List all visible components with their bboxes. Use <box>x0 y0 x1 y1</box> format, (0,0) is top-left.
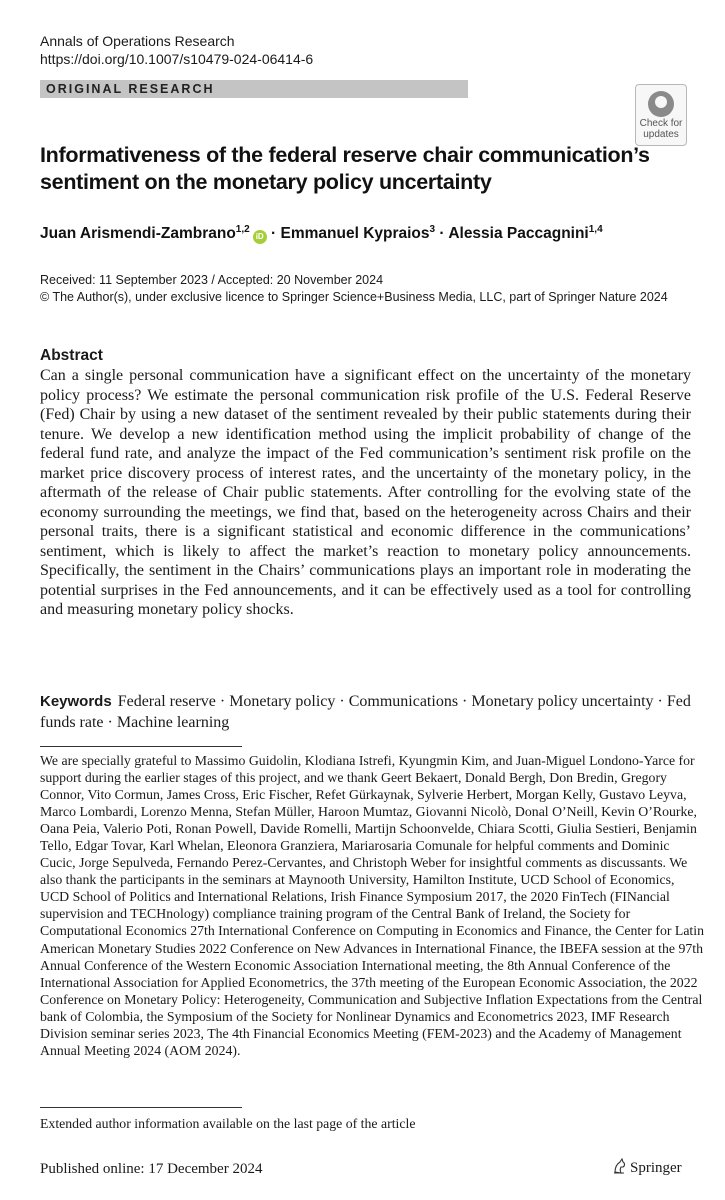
author-name[interactable]: Juan Arismendi-Zambrano <box>40 225 236 242</box>
abstract-text: Can a single personal communication have a significant effect on the uncertainty of the monetary policy process? We estimate the personal communication risk profile of the U.S. Federal Reserve (Fed) Chair by using a new dataset of the sentiment revealed by their public statements during their tenure. We develop a new identification method using the implicit probability of change of the federal fund rate, and analyze the impact of the Fed communication’s sentiment risk profile on the market price discovery process of interest rates, and the uncertainty of the monetary policy, in the aftermath of the release of Chair public statements. After controlling for the evolving state of the economy surrounding the meetings, we find that, based on the heterogeneity across Chairs and their personal traits, there is a significant statistical and economic difference in the communications’ sentiment, which is likely to affect the market’s reaction to monetary policy announcements. Specifically, the sentiment in the Chairs’ communications plays an important role in moderating the potential surprises in the Fed announcements, and it can be effectively used as a tool for controlling and measuring monetary policy shocks. <box>40 367 691 618</box>
springer-horse-icon <box>612 1158 626 1174</box>
article-type-label: ORIGINAL RESEARCH <box>46 82 215 96</box>
keywords-label: Keywords <box>40 693 112 710</box>
article-title: Informativeness of the federal reserve chair communication’s sentiment on the monetary policy uncertainty <box>40 143 650 194</box>
crossmark-badge[interactable] <box>635 84 687 146</box>
abstract-heading: Abstract <box>40 347 103 364</box>
author-separator: · <box>271 225 277 242</box>
author-affiliation: 1,2 <box>235 223 250 235</box>
author-affiliation: 3 <box>429 223 436 235</box>
footnote-divider <box>40 746 242 747</box>
received-accepted-dates: Received: 11 September 2023 / Accepted: 20 November 2024 <box>40 273 384 287</box>
copyright-notice: © The Author(s), under exclusive licence to Springer Science+Business Media, LLC, part of Springer Nature 2024 <box>40 290 668 304</box>
article-type-banner <box>40 80 468 98</box>
author-affiliation: 1,4 <box>588 223 603 235</box>
keywords-section <box>40 691 700 733</box>
footnote-divider <box>40 1107 242 1108</box>
author-name[interactable]: Emmanuel Kypraios <box>280 225 430 242</box>
crossmark-label: Check for updates <box>639 118 683 140</box>
journal-name: Annals of Operations Research <box>40 33 235 49</box>
published-date: Published online: 17 December 2024 <box>40 1161 263 1177</box>
keywords-list: Federal reserve · Monetary policy · Communications · Monetary policy uncertainty · Fed funds rate · Machine learning <box>40 693 691 731</box>
author-name[interactable]: Alessia Paccagnini <box>448 225 589 242</box>
author-separator: · <box>439 225 445 242</box>
crossmark-icon <box>648 91 674 117</box>
orcid-icon[interactable]: iD <box>253 230 267 244</box>
acknowledgement-footnote: We are specially grateful to Massimo Guidolin, Klodiana Istrefi, Kyungmin Kim, and Juan-Miguel Londono-Yarce for support during the earlier stages of this project, and we thank Geert Bekaert, Donald Bergh, Don Bredin, Gregory Connor, Vito Cormun, James Cross, Eric Fischer, Refet Gürkaynak, Sylverie Herbert, Morgan Kelly, Gustavo Leyva, Marco Lombardi, Lorenzo Menna, Stefan Müller, Haroon Mumtaz, Giovanni Nicolò, Donal O’Neill, Kevin O’Rourke, Oana Peia, Valerio Poti, Ronan Powell, Davide Romelli, Martijn Schoonvelde, Chiara Scotti, Giulia Sestieri, Benjamin Tello, Edgar Tovar, Karl Whelan, Eleonora Granziera, Mariarosaria Comunale for helpful comments and Dominic Cucic, Jorge Sepulveda, Fernando Perez-Cervantes, and Christoph Weber for insightful comments as discussants. We also thank the participants in the seminars at Maynooth University, Hamilton Institute, UCD School of Economics, UCD School of Politics and International Relations, Irish Finance Symposium 2017, the 2020 FinTech (FINancial supervision and TECHnology) compliance training program of the Central Bank of Ireland, the Society for Computational Economics 27th International Conference on Computing in Economics and Finance, the Center for Latin American Monetary Studies 2022 Conference on New Advances in International Finance, the IBEFA session at the 97th Annual Conference of the Western Economic Association International meeting, the 8th Annual Conference of the International Association for Applied Econometrics, the 37th meeting of the European Economic Association, the 2022 Conference on Monetary Policy: Heterogeneity, Communication and Subjective Inflation Expectations from the Central bank of Colombia, the Symposium of the Society for Nonlinear Dynamics and Econometrics 2023, IMF Research Division seminar series 2023, The 4th Financial Economics Meeting (FEM-2023) and the Academy of Management Annual Meeting 2024 (AOM 2024). <box>40 753 705 1058</box>
doi-link[interactable]: https://doi.org/10.1007/s10479-024-06414-6 <box>40 51 314 67</box>
extended-author-info: Extended author information available on the last page of the article <box>40 1116 416 1131</box>
publisher-name: Springer <box>630 1160 682 1176</box>
author-list <box>40 224 700 244</box>
publisher-logo <box>612 1158 682 1178</box>
